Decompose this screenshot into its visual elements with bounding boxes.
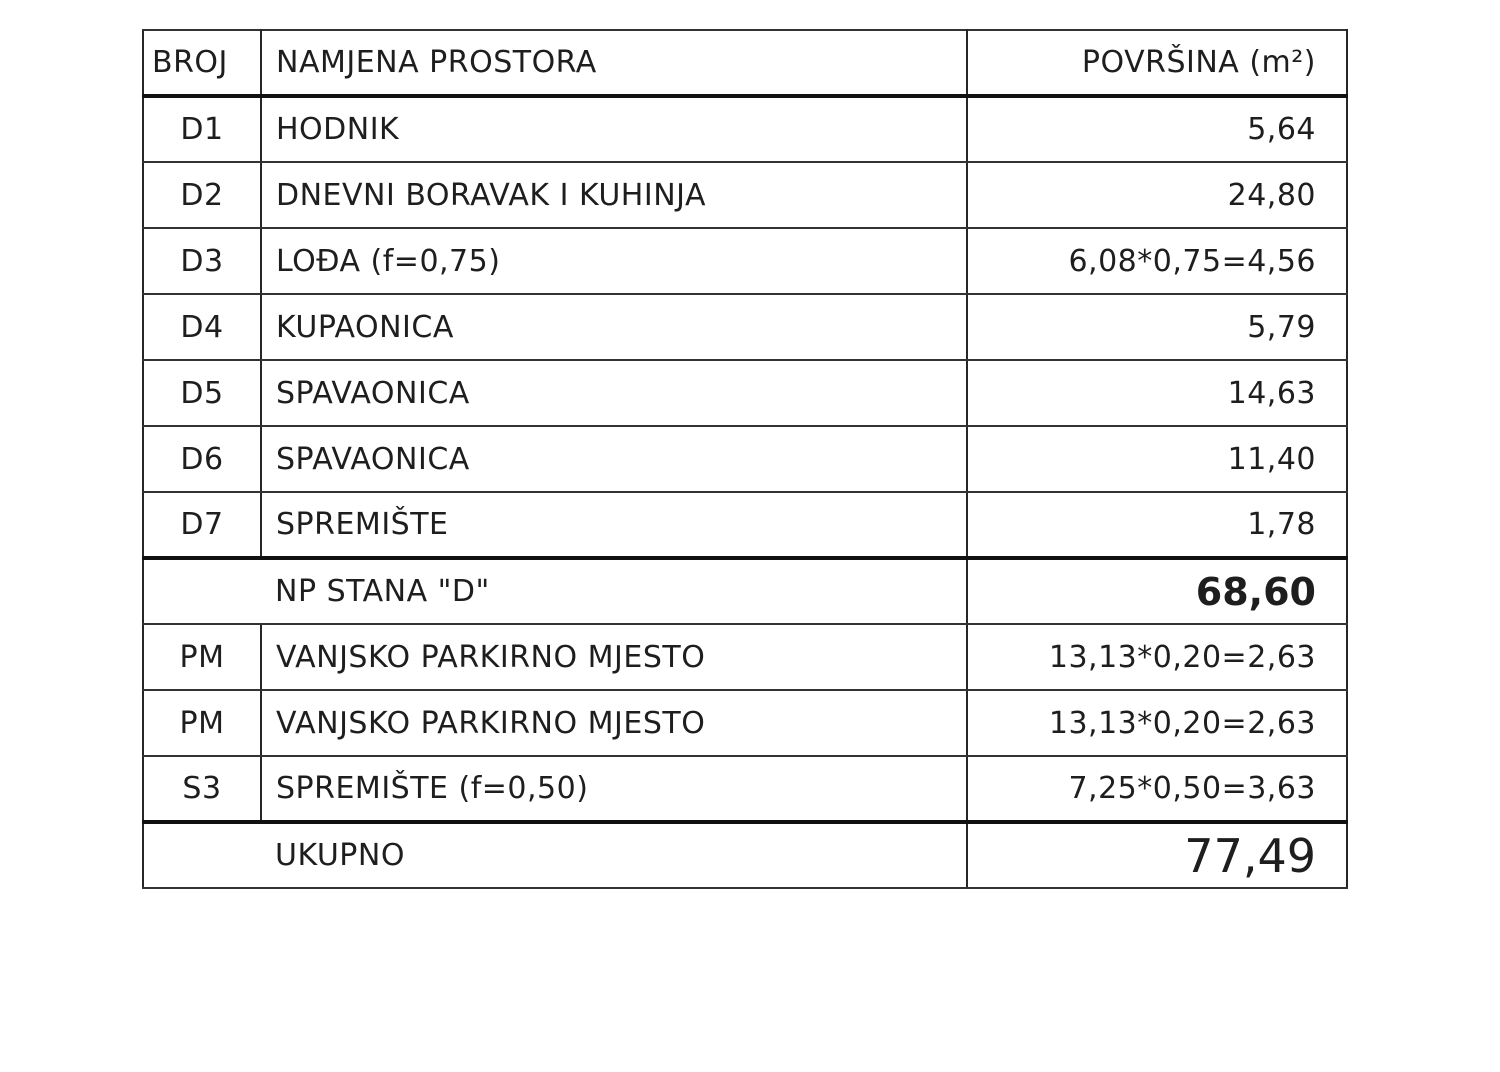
table-row xyxy=(143,96,1347,162)
room-number: D4 xyxy=(143,294,261,360)
room-name: LOĐA (f=0,75) xyxy=(261,228,967,294)
room-area: 6,08*0,75=4,56 xyxy=(967,228,1347,294)
table-row xyxy=(143,162,1347,228)
room-number: S3 xyxy=(143,756,261,822)
room-number: PM xyxy=(143,690,261,756)
room-name: VANJSKO PARKIRNO MJESTO xyxy=(261,624,967,690)
room-area: 11,40 xyxy=(967,426,1347,492)
room-area: 5,64 xyxy=(967,96,1347,162)
table-header-row xyxy=(143,30,1347,96)
table-row xyxy=(143,426,1347,492)
subtotal-area: 68,60 xyxy=(1195,569,1316,614)
room-number: D5 xyxy=(143,360,261,426)
room-number: D2 xyxy=(143,162,261,228)
total-area: 77,49 xyxy=(1184,828,1316,883)
subtotal-area-cell xyxy=(967,558,1347,624)
room-area: 13,13*0,20=2,63 xyxy=(967,624,1347,690)
header-room-purpose: NAMJENA PROSTORA xyxy=(261,30,967,96)
room-name: DNEVNI BORAVAK I KUHINJA xyxy=(261,162,967,228)
room-number: D1 xyxy=(143,96,261,162)
total-row xyxy=(143,822,1347,888)
total-area-cell xyxy=(967,822,1347,888)
subtotal-number-cell xyxy=(143,558,261,624)
subtotal-label: NP STANA "D" xyxy=(261,558,967,624)
room-area: 24,80 xyxy=(967,162,1347,228)
room-area: 5,79 xyxy=(967,294,1347,360)
room-area: 14,63 xyxy=(967,360,1347,426)
room-area: 1,78 xyxy=(967,492,1347,558)
room-name: SPAVAONICA xyxy=(261,426,967,492)
total-number-cell xyxy=(143,822,261,888)
room-name: HODNIK xyxy=(261,96,967,162)
table-row xyxy=(143,492,1347,558)
room-name: SPREMIŠTE xyxy=(261,492,967,558)
total-label: UKUPNO xyxy=(261,822,967,888)
room-number: D7 xyxy=(143,492,261,558)
room-name: KUPAONICA xyxy=(261,294,967,360)
table-row xyxy=(143,624,1347,690)
header-area: POVRŠINA (m²) xyxy=(967,30,1347,96)
table-row xyxy=(143,294,1347,360)
room-area: 13,13*0,20=2,63 xyxy=(967,690,1347,756)
room-name: SPREMIŠTE (f=0,50) xyxy=(261,756,967,822)
room-number: PM xyxy=(143,624,261,690)
room-name: SPAVAONICA xyxy=(261,360,967,426)
room-name: VANJSKO PARKIRNO MJESTO xyxy=(261,690,967,756)
table-row xyxy=(143,228,1347,294)
subtotal-row xyxy=(143,558,1347,624)
room-area: 7,25*0,50=3,63 xyxy=(967,756,1347,822)
room-number: D3 xyxy=(143,228,261,294)
table-row xyxy=(143,690,1347,756)
table-row xyxy=(143,360,1347,426)
table-row xyxy=(143,756,1347,822)
room-area-table xyxy=(142,29,1348,889)
header-room-number: BROJ xyxy=(143,30,261,96)
room-number: D6 xyxy=(143,426,261,492)
